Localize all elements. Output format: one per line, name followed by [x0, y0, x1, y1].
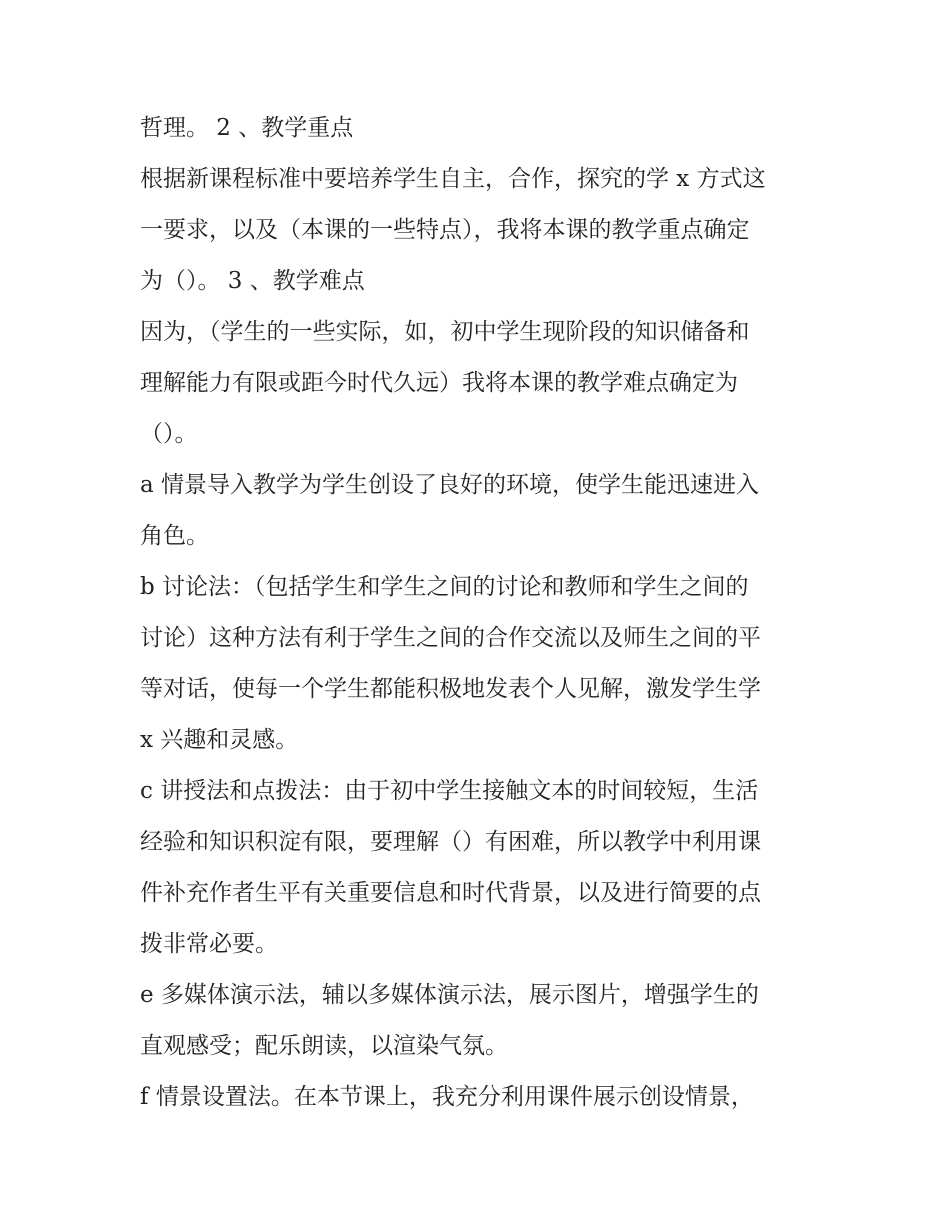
- text-line: 讨论）这种方法有利于学生之间的合作交流以及师生之间的平: [140, 625, 761, 651]
- text-line: 件补充作者生平有关重要信息和时代背景，以及进行简要的点: [140, 880, 761, 906]
- text-line: 角色。: [140, 523, 209, 549]
- text-line: 直观感受；配乐朗读，以渲染气氛。: [140, 1033, 508, 1059]
- text-line: c 讲授法和点拨法：由于初中学生接触文本的时间较短，生活: [140, 778, 759, 804]
- text-line: f 情景设置法。在本节课上，我充分利用课件展示创设情景，: [140, 1084, 754, 1110]
- text-line: （）。: [140, 421, 198, 447]
- text-line: x 兴趣和灵感。: [140, 727, 299, 753]
- text-line: 根据新课程标准中要培养学生自主，合作，探究的学 x 方式这: [140, 166, 766, 192]
- text-line: a 情景导入教学为学生创设了良好的环境，使学生能迅速进入: [140, 472, 760, 498]
- text-line: 理解能力有限或距今时代久远）我将本课的教学难点确定为: [140, 370, 738, 396]
- text-line: 等对话，使每一个学生都能积极地发表个人见解，激发学生学: [140, 676, 761, 702]
- text-line: 一要求，以及（本课的一些特点），我将本课的教学重点确定: [140, 217, 750, 243]
- text-line: 哲理。 2 、教学重点: [140, 115, 354, 141]
- text-line: 拨非常必要。: [140, 931, 278, 957]
- text-line: 因为，（学生的一些实际，如，初中学生现阶段的知识储备和: [140, 319, 750, 345]
- document-body: [140, 103, 820, 1123]
- text-line: e 多媒体演示法，辅以多媒体演示法，展示图片，增强学生的: [140, 982, 759, 1008]
- text-line: 经验和知识积淀有限，要理解（）有困难，所以教学中利用课: [140, 829, 761, 855]
- text-line: 为（）。 3 、教学难点: [140, 268, 365, 294]
- text-line: b 讨论法：（包括学生和学生之间的讨论和教师和学生之间的: [140, 574, 749, 600]
